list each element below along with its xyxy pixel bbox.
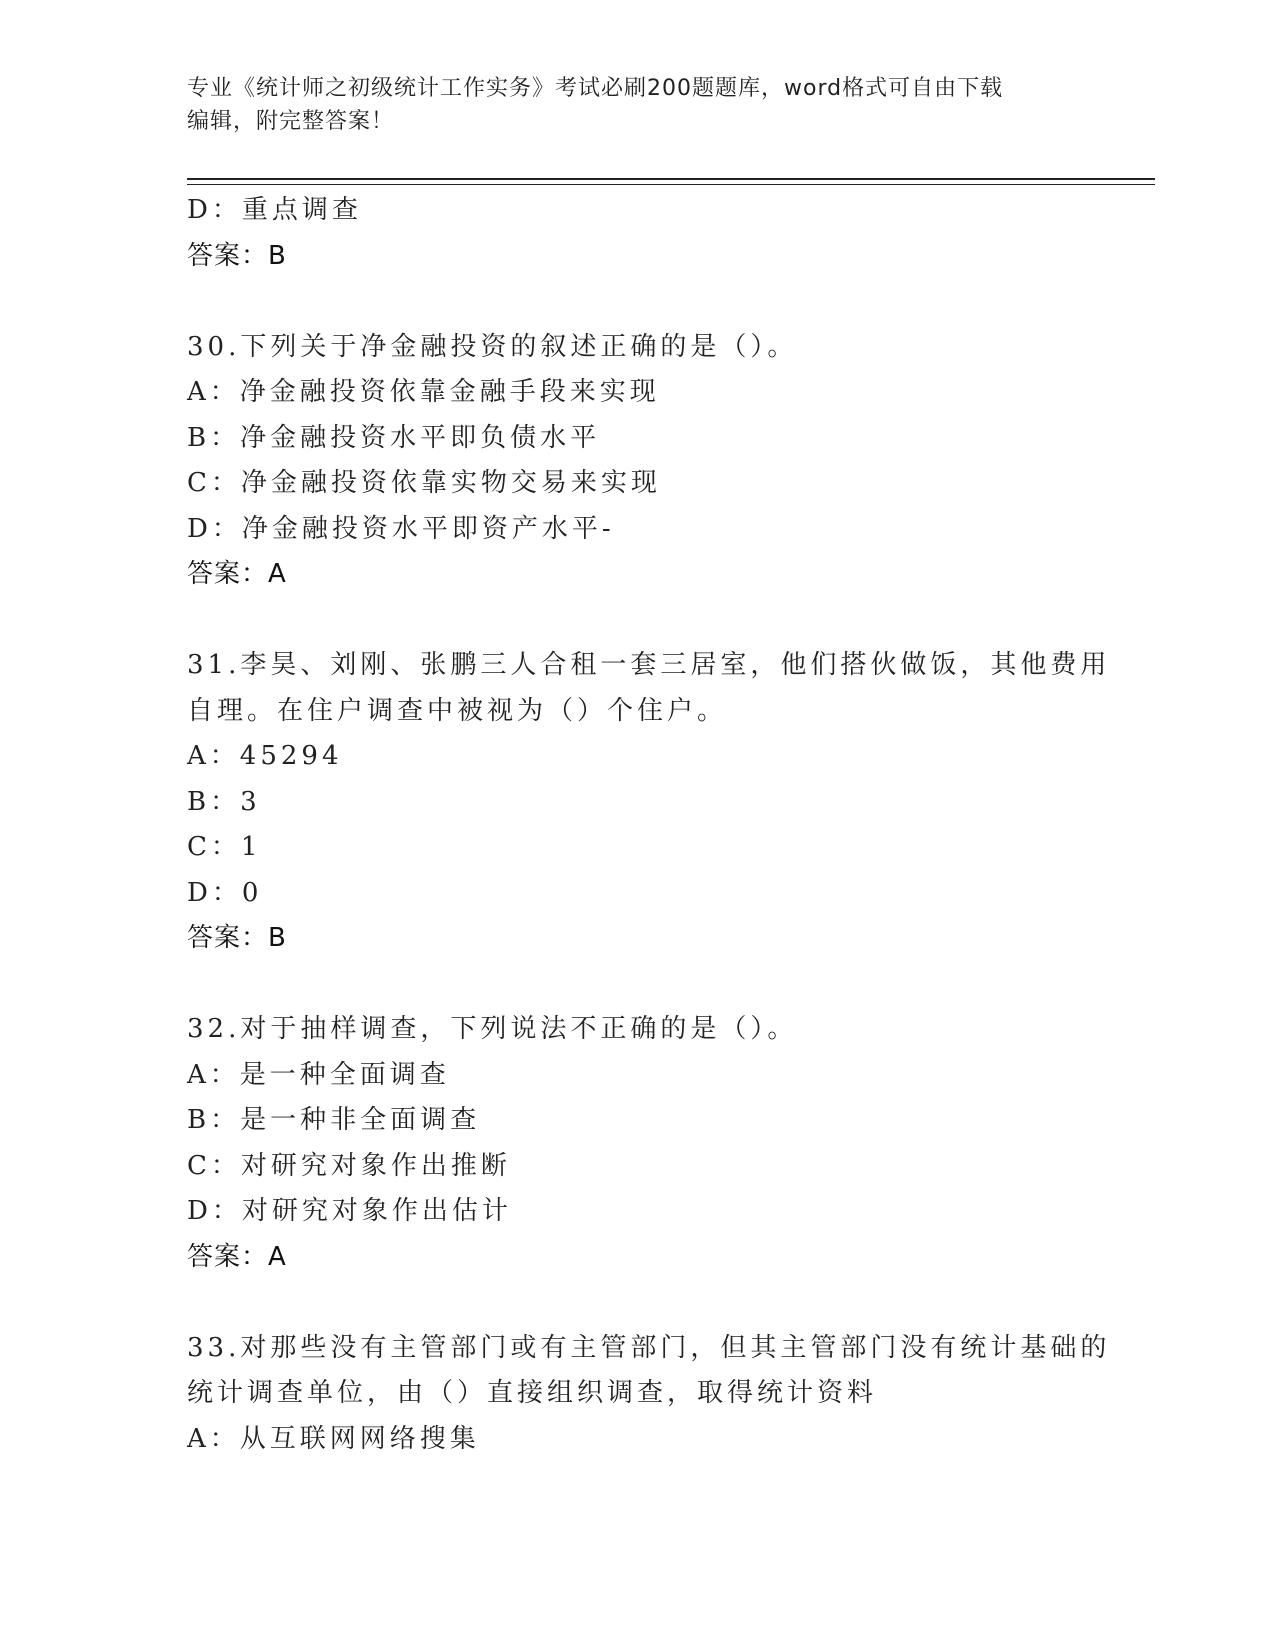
document-header (187, 72, 1087, 138)
prev-answer: 答案：B (187, 240, 287, 271)
stem-line: 30.下列关于净金融投资的叙述正确的是（）。 (187, 331, 798, 362)
question-33 (187, 1326, 1111, 1463)
question-32 (187, 1007, 1087, 1280)
option-d: D：净金融投资水平即资产水平- (187, 513, 615, 544)
option-a: A：从互联网网络搜集 (187, 1423, 480, 1454)
header-rule-thick (187, 178, 1155, 180)
stem-line: 统计调查单位，由（）直接组织调查，取得统计资料 (187, 1378, 878, 1408)
header-line-1: 专业《统计师之初级统计工作实务》考试必刷200题题库，word格式可自由下载 (187, 76, 1004, 101)
question-31 (187, 643, 1111, 962)
stem-line: 31.李昊、刘刚、张鹏三人合租一套三居室，他们搭伙做饭，其他费用 (187, 650, 1111, 680)
option-b: B：净金融投资水平即负债水平 (187, 422, 601, 453)
spacer (187, 279, 1087, 325)
question-stem (187, 643, 1111, 734)
question-stem (187, 1326, 1111, 1417)
option-c: C：净金融投资依靠实物交易来实现 (187, 468, 661, 498)
answer: 答案：A (187, 1241, 287, 1272)
spacer (187, 598, 1087, 644)
option-a: A：是一种全面调查 (187, 1059, 450, 1090)
option-d: D：对研究对象作出估计 (187, 1196, 512, 1226)
header-line-2: 编辑，附完整答案！ (187, 109, 395, 134)
spacer (187, 962, 1087, 1008)
stem-line: 33.对那些没有主管部门或有主管部门，但其主管部门没有统计基础的 (187, 1332, 1111, 1363)
option-b: B：是一种非全面调查 (187, 1105, 481, 1135)
prev-option-d: D：重点调查 (187, 195, 362, 225)
option-a: A：净金融投资依靠金融手段来实现 (187, 377, 660, 407)
question-list (187, 188, 1111, 1462)
stem-line: 32.对于抽样调查，下列说法不正确的是（）。 (187, 1014, 798, 1044)
spacer (187, 1280, 1087, 1326)
question-stem (187, 325, 1087, 371)
option-c: C：1 (187, 832, 262, 862)
header-rule-thin (187, 184, 1155, 185)
option-c: C：对研究对象作出推断 (187, 1150, 511, 1181)
question-stem (187, 1007, 1087, 1053)
option-d: D：0 (187, 877, 263, 908)
answer: 答案：A (187, 559, 287, 589)
option-a: A：45294 (187, 741, 343, 771)
answer: 答案：B (187, 923, 287, 953)
stem-line: 自理。在住户调查中被视为（）个住户。 (187, 695, 728, 726)
question-30 (187, 325, 1087, 598)
option-b: B：3 (187, 786, 261, 817)
